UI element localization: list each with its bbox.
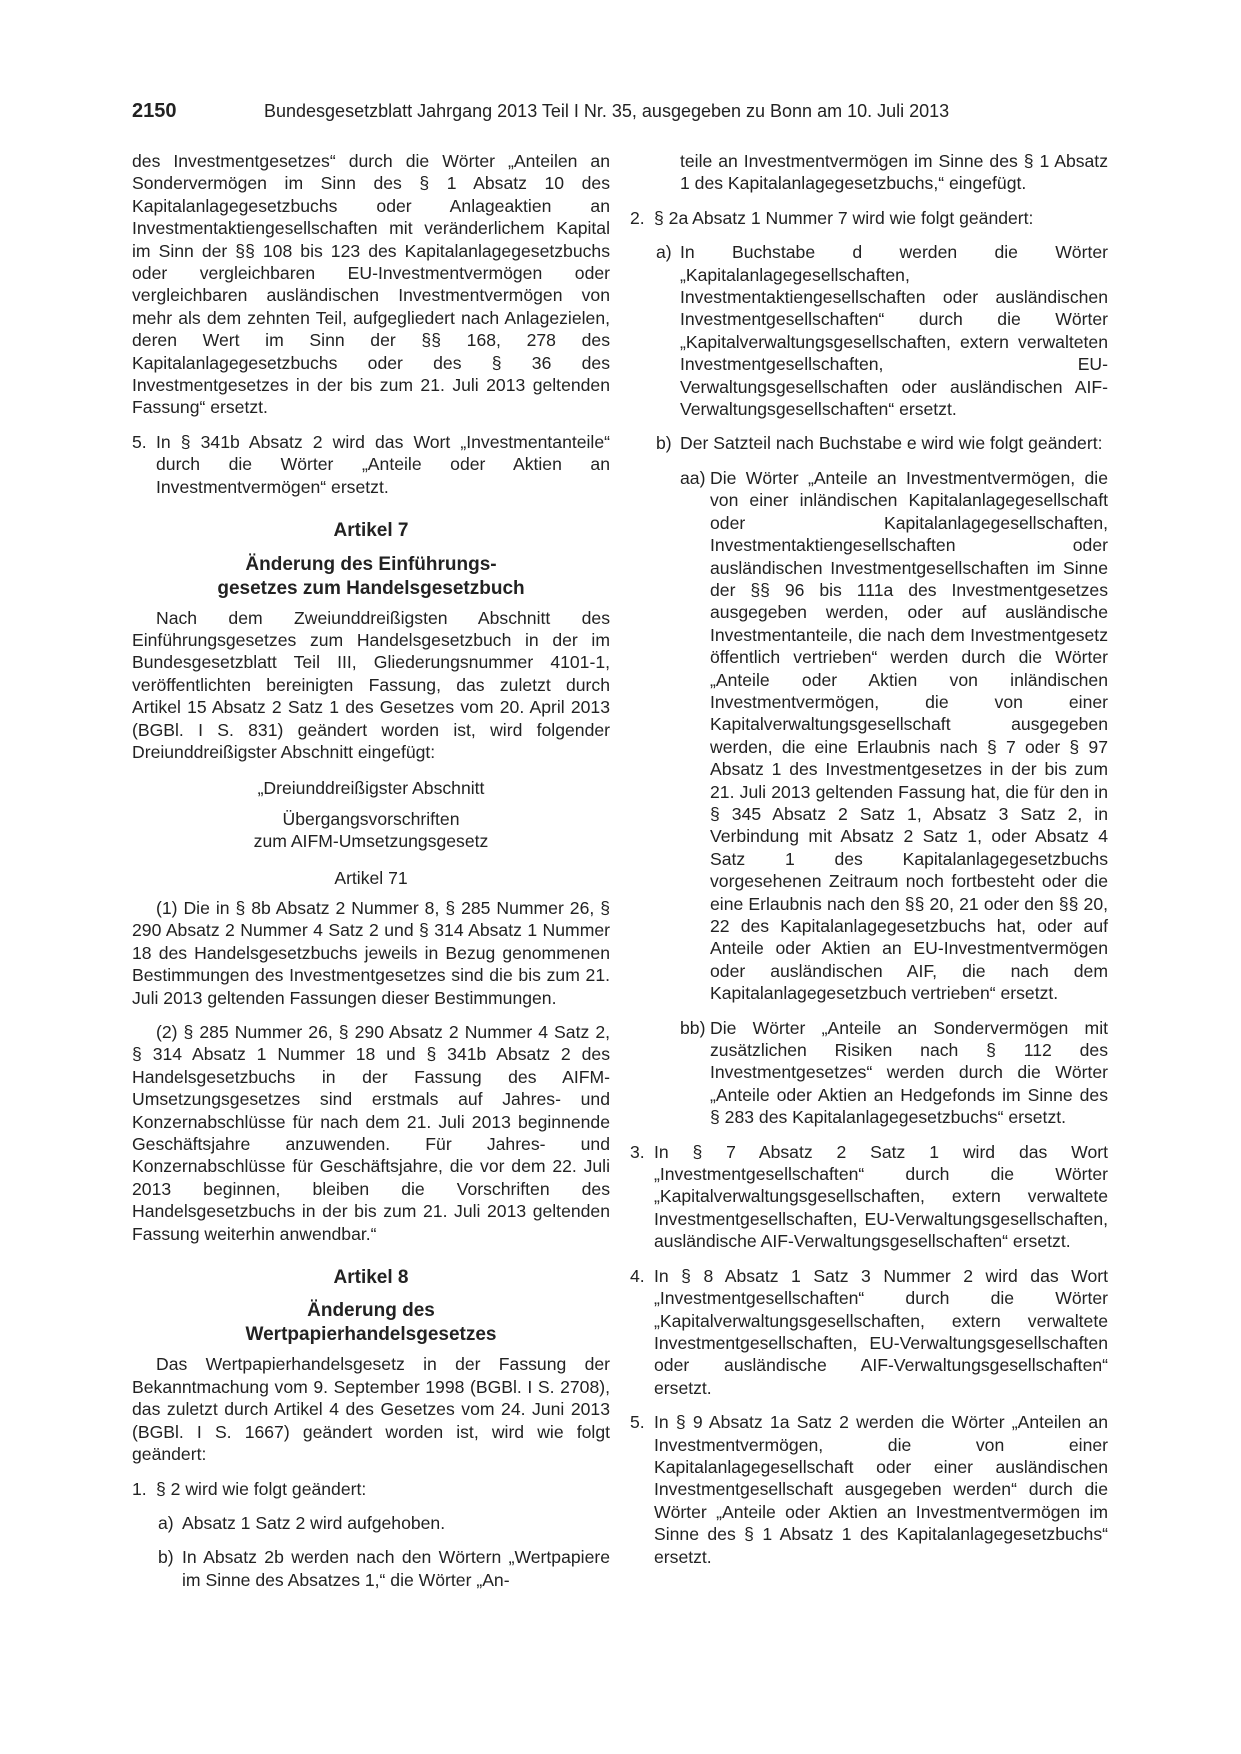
item-text: In Buchstabe d werden die Wörter „Kapitalanlagegesellschaften, Investmentaktiengesellschaften oder ausländischen Investmentgesellschaften“ durch die Wörter „Kapitalverwaltungsgesellschaften, extern verwalteten Investmentgesellschaften, EU-Verwaltungsgesellschaften oder ausländischen AIF-Verwaltungsgesellschaften“ ersetzt.: [680, 242, 1108, 420]
section-subtitle-line1: Übergangsvorschriften: [282, 808, 460, 829]
item-label: a): [158, 1512, 174, 1533]
right-continuation: teile an Investmentvermögen im Sinne des § 1 Absatz 1 des Kapitalanlagegesetzbuchs,“ eingefügt.: [680, 151, 1108, 194]
right-item-3: [630, 1141, 1108, 1253]
article-7-body: Nach dem Zweiunddreißigsten Abschnitt des Einführungsgesetzes zum Handelsgesetzbuch in der im Bundesgesetzblatt Teil III, Gliederungsnummer 4101-1, veröffentlichten bereinigten Fassung, das zuletzt durch Artikel 15 Absatz 2 Satz 1 des Gesetzes vom 20. April 2013 (BGBl. I S. 831) geändert worden ist, wird folgender Dreiunddreißigster Abschnitt eingefügt:: [132, 607, 610, 762]
item-text: Die Wörter „Anteile an Investmentvermögen, die von einer inländischen Kapitalanlagegesellschaft oder Kapitalanlagegesellschaften, Investmentaktiengesellschaften oder ausländischen Investmentgesellschaften im Sinne der §§ 96 bis 111a des Investmentgesetzes ausgegeben werden, oder auf ausländische Investmentanteile, die nach dem Investmentgesetz öffentlich vertrieben“ werden durch die Wörter „Anteile oder Aktien von inländischen Investmentvermögen, die von einer Kapitalverwaltungsgesellschaft ausgegeben werden, die eine Erlaubnis nach § 7 oder § 97 Absatz 1 des Investmentgesetzes in der bis zum 21. Juli 2013 geltenden Fassung hat, die für den in § 345 Absatz 2 Satz 1, Absatz 3 Satz 2, in Verbindung mit Absatz 2 Satz 1, oder Absatz 4 Satz 1 des Kapitalanlagegesetzbuchs vorgesehenen Zeitraum noch fortbesteht oder die eine Erlaubnis nach den §§ 20, 21 oder den §§ 20, 22 des Kapitalanlagegesetzbuchs hat, oder auf Anteile oder Aktien an EU-Investmentvermögen oder ausländischen AIF, die nach dem Kapitalanlagegesetzbuch vertrieben“ ersetzt.: [710, 467, 1108, 1004]
item-label: bb): [680, 1017, 706, 1038]
item-text: § 2a Absatz 1 Nummer 7 wird wie folgt geändert:: [654, 207, 1034, 228]
article-8-item-1: [132, 1478, 610, 1500]
right-item-2b-bb: [630, 1017, 1108, 1129]
section-title: „Dreiunddreißigster Abschnitt: [257, 778, 485, 799]
right-item-2b: [630, 432, 1108, 454]
article-8-title: [132, 1299, 610, 1347]
article-7-heading: Artikel 7: [333, 520, 409, 542]
page-header: [132, 100, 1117, 126]
article-7-title-line1: Änderung des Einführungs-: [245, 553, 497, 575]
right-item-2a: [630, 241, 1108, 420]
article-7-title-line2: gesetzes zum Handelsgesetzbuch: [217, 577, 525, 599]
article-8-heading: Artikel 8: [333, 1267, 409, 1289]
article-8-item-1a: [132, 1512, 610, 1534]
item-label: b): [656, 433, 672, 454]
right-item-2b-aa: [630, 467, 1108, 1005]
item-label: 1.: [132, 1478, 147, 1499]
item-text: In § 341b Absatz 2 wird das Wort „Investmentanteile“ durch die Wörter „Anteile oder Aktien an Investmentvermögen“ ersetzt.: [156, 431, 610, 497]
left-intro-paragraph: des Investmentgesetzes“ durch die Wörter „Anteilen an Sondervermögen im Sinn des § 1 Absatz 10 des Kapitalanlagegesetzbuchs oder Anlageaktien an Investmentaktiengesellschaften mit veränderlichem Kapital im Sinn der §§ 108 bis 123 des Kapitalanlagegesetzbuchs oder vergleichbaren EU-Investmentvermögen oder vergleichbaren ausländischen Investmentvermögen von mehr als dem zehnten Teil, aufgegliedert nach Anlagezielen, deren Wert im Sinn der §§ 168, 278 des Kapitalanlagegesetzbuchs oder des § 36 des Investmentgesetzes in der bis zum 21. Juli 2013 geltenden Fassung“ ersetzt.: [132, 151, 610, 418]
article-8-title-line1: Änderung des: [307, 1300, 435, 1322]
section-subtitle-line2: zum AIFM-Umsetzungsgesetz: [253, 831, 489, 852]
item-label: aa): [680, 467, 706, 488]
item-text: In § 9 Absatz 1a Satz 2 werden die Wörter „Anteilen an Investmentvermögen, die von einer Kapitalanlagegesellschaft oder einer ausländischen Investmentgesellschaft ausgegeben werden“ durch die Wörter „Anteile oder Aktien an Investmentvermögen im Sinne des § 1 Absatz 1 des Kapitalanlagegesetzbuchs“ ersetzt.: [654, 1412, 1108, 1567]
section-subtitle: [132, 808, 610, 853]
item-label: 5.: [132, 431, 147, 452]
item-label: b): [158, 1547, 174, 1568]
item-text: Die Wörter „Anteile an Sondervermögen mit zusätzlichen Risiken nach § 112 des Investmentgesetzes“ werden durch die Wörter „Anteile oder Aktien an Hedgefonds im Sinne des § 283 des Kapitalanlagegesetzbuchs“ ersetzt.: [710, 1017, 1108, 1128]
page-number: 2150: [132, 100, 177, 122]
item-text: In § 7 Absatz 2 Satz 1 wird das Wort „Investmentgesellschaften“ durch die Wörter „Kapitalverwaltungsgesellschaften, extern verwaltete Investmentgesellschaften, EU-Verwaltungsgesellschaften, ausländische AIF-Verwaltungsgesellschaften“ ersetzt.: [654, 1141, 1108, 1252]
item-text: In Absatz 2b werden nach den Wörtern „Wertpapiere im Sinne des Absatzes 1,“ die Wörter „An-: [182, 1547, 610, 1590]
article-8-item-1b: [132, 1546, 610, 1591]
item-text: § 2 wird wie folgt geändert:: [156, 1478, 367, 1499]
right-item-4: [630, 1265, 1108, 1399]
item-label: 5.: [630, 1412, 645, 1433]
item-text: Absatz 1 Satz 2 wird aufgehoben.: [182, 1512, 446, 1533]
article-71-paragraph-1: (1) Die in § 8b Absatz 2 Nummer 8, § 285 Nummer 26, § 290 Absatz 2 Nummer 4 Satz 2 und § 314 Absatz 1 Nummer 18 des Handelsgesetzbuchs jeweils in Bezug genommenen Bestimmungen des Investmentgesetzes sind die bis zum 21. Juli 2013 geltenden Fassungen dieser Bestimmungen.: [132, 897, 610, 1008]
article-71-heading: Artikel 71: [334, 867, 408, 888]
item-text: Der Satzteil nach Buchstabe e wird wie folgt geändert:: [680, 433, 1103, 454]
item-label: 2.: [630, 207, 645, 228]
article-8-title-line2: Wertpapierhandelsgesetzes: [245, 1324, 497, 1346]
right-item-5: [630, 1411, 1108, 1568]
item-text: In § 8 Absatz 1 Satz 3 Nummer 2 wird das Wort „Investmentgesellschaften“ durch die Wörter „Kapitalverwaltungsgesellschaften, extern verwaltete Investmentgesellschaften, EU-Verwaltungsgesellschaften oder ausländische AIF-Verwaltungsgesellschaften“ ersetzt.: [654, 1265, 1108, 1398]
article-7-title: [132, 553, 610, 601]
article-8-body: Das Wertpapierhandelsgesetz in der Fassung der Bekanntmachung vom 9. September 1998 (BGBl. I S. 2708), das zuletzt durch Artikel 4 des Gesetzes vom 24. Juni 2013 (BGBl. I S. 1667) geändert worden ist, wird wie folgt geändert:: [132, 1354, 610, 1465]
right-column: [630, 150, 1108, 1580]
article-71-paragraph-2: (2) § 285 Nummer 26, § 290 Absatz 2 Nummer 4 Satz 2, § 314 Absatz 1 Nummer 18 und § 341b Absatz 2 des Handelsgesetzbuchs in der Fassung des AIFM-Umsetzungsgesetzes sind erstmals auf Jahres- und Konzernabschlüsse für nach dem 21. Juli 2013 beginnende Geschäftsjahre anzuwenden. Für Jahres- und Konzernabschlüsse für Geschäftsjahre, die vor dem 22. Juli 2013 beginnen, bleiben die Vorschriften des Handelsgesetzbuchs in der bis zum 21. Juli 2013 geltenden Fassung weiterhin anwendbar.“: [132, 1022, 610, 1244]
item-label: 3.: [630, 1141, 645, 1162]
right-item-2: [630, 207, 1108, 229]
item-label: 4.: [630, 1265, 645, 1286]
item-label: a): [656, 242, 672, 263]
left-column: [132, 150, 610, 1603]
header-title: Bundesgesetzblatt Jahrgang 2013 Teil I Nr. 35, ausgegeben zu Bonn am 10. Juli 2013: [264, 101, 950, 121]
left-item-5: [132, 431, 610, 498]
